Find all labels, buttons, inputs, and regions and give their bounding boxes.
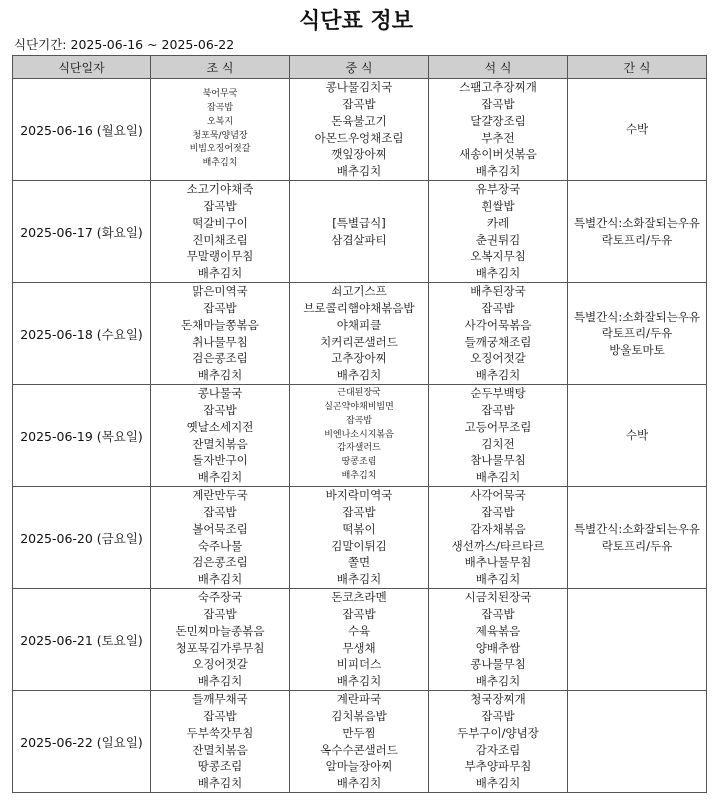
menu-item: 잡곡밥: [481, 97, 515, 112]
date-cell: 2025-06-21 (토요일): [13, 589, 151, 691]
menu-item: 알마늘장아찌: [325, 759, 393, 774]
menu-item: 잡곡밥: [345, 415, 373, 426]
breakfast-cell: [151, 691, 290, 793]
menu-item: 배추김치: [197, 265, 243, 280]
menu-item: 돌자반구이: [192, 453, 248, 468]
menu-item: 오복지무침: [470, 249, 526, 264]
breakfast-cell: [151, 487, 290, 589]
menu-item: 오징어젓갈: [192, 657, 248, 672]
date-cell: 2025-06-20 (금요일): [13, 487, 151, 589]
menu-item: 배추김치: [475, 571, 521, 586]
menu-item: 검은콩조림: [192, 555, 248, 570]
menu-item: 배추김치: [197, 367, 243, 382]
menu-item: 배추김치: [475, 163, 521, 178]
menu-item: 고등어무조림: [464, 419, 532, 434]
breakfast-cell: [151, 181, 290, 283]
menu-item: 야채피클: [336, 317, 382, 332]
snack-cell: [568, 385, 707, 487]
menu-item: 잡곡밥: [203, 403, 237, 418]
menu-item: 감자샐러드: [337, 443, 381, 454]
lunch-cell: [290, 589, 429, 691]
menu-item: 배추나물무침: [464, 555, 532, 570]
dinner-cell: [429, 691, 568, 793]
menu-item: 배추김치: [475, 469, 521, 484]
menu-item: 콩나물무침: [470, 657, 526, 672]
menu-item: 생선까스/타르타르: [451, 538, 545, 553]
menu-item: 잡곡밥: [481, 505, 515, 520]
menu-item: 무말랭이무침: [186, 249, 254, 264]
snack-cell: [568, 691, 707, 793]
menu-item: 흰쌀밥: [481, 199, 515, 214]
date-cell: 2025-06-17 (화요일): [13, 181, 151, 283]
lunch-cell: [290, 691, 429, 793]
menu-item: 락토프리/두유: [601, 326, 673, 341]
menu-item: 깻잎장아찌: [331, 147, 387, 162]
menu-item: 카레: [486, 215, 510, 230]
breakfast-cell: [151, 283, 290, 385]
menu-item: 무생채: [342, 640, 376, 655]
menu-item: 잡곡밥: [203, 301, 237, 316]
menu-item: 배추김치: [336, 571, 382, 586]
snack-cell: [568, 79, 707, 181]
menu-item: 배추김치: [341, 470, 377, 481]
menu-item: 취나물무침: [192, 334, 248, 349]
menu-item: 특별간식:소화잘되는우유: [573, 216, 701, 230]
menu-item: 잡곡밥: [481, 403, 515, 418]
menu-item: 청포묵/양념장: [192, 130, 248, 141]
lunch-cell: [290, 487, 429, 589]
menu-item: 배추된장국: [470, 284, 526, 299]
menu-item: 달걀장조림: [470, 113, 526, 128]
meal-table: [12, 55, 707, 793]
header-date: 식단일자: [13, 56, 151, 79]
menu-item: 락토프리/두유: [601, 232, 673, 247]
menu-item: 감자채볶음: [470, 521, 526, 536]
menu-item: [특별급식]: [332, 215, 386, 230]
menu-item: 스팸고추장찌개: [459, 80, 537, 95]
menu-item: 배추김치: [336, 163, 382, 178]
menu-item: 청국장찌개: [470, 692, 526, 707]
menu-item: 배추김치: [475, 367, 521, 382]
menu-item: 김치전: [481, 436, 515, 451]
menu-item: 부추양파무침: [464, 759, 532, 774]
menu-item: 땅콩조림: [341, 457, 377, 468]
dinner-cell: [429, 79, 568, 181]
menu-item: 방울토마토: [609, 342, 665, 357]
menu-item: 아몬드우엉채조림: [314, 130, 404, 145]
menu-item: 배추김치: [336, 673, 382, 688]
header-snack: 간 식: [568, 56, 707, 79]
lunch-cell: [290, 385, 429, 487]
menu-item: 감자조림: [475, 742, 521, 757]
menu-item: 두부쑥갓무침: [186, 725, 254, 740]
dinner-cell: [429, 385, 568, 487]
menu-item: 근대된장국: [337, 388, 381, 399]
menu-item: 떡갈비구이: [192, 215, 248, 230]
menu-item: 특별간식:소화잘되는우유: [573, 309, 701, 324]
menu-item: 고추장아찌: [331, 351, 387, 366]
menu-item: 비빔오징어젓갈: [189, 144, 251, 155]
menu-item: 참나물무침: [470, 453, 526, 468]
menu-item: 잡곡밥: [342, 607, 376, 622]
menu-item: 청포묵김가루무침: [175, 640, 265, 655]
menu-item: 숙주나물: [197, 538, 243, 553]
menu-item: 잡곡밥: [203, 709, 237, 724]
breakfast-cell: [151, 79, 290, 181]
menu-item: 숙주장국: [197, 590, 243, 605]
menu-item: 잔멸치볶음: [192, 742, 248, 757]
menu-item: 쫄면: [347, 555, 371, 570]
menu-item: 배추김치: [197, 571, 243, 586]
snack-cell: [568, 283, 707, 385]
menu-item: 북어무국: [202, 89, 238, 100]
menu-item: 실곤약야채비빔면: [324, 402, 394, 412]
menu-item: 배추김치: [336, 775, 382, 790]
lunch-cell: [290, 283, 429, 385]
menu-item: 잡곡밥: [481, 301, 515, 316]
menu-item: 비피더스: [336, 657, 382, 672]
dinner-cell: [429, 181, 568, 283]
dinner-cell: [429, 589, 568, 691]
meal-period: 식단기간: 2025-06-16 ~ 2025-06-22: [14, 37, 235, 52]
table-row: [13, 283, 707, 385]
menu-item: 수박: [625, 122, 649, 137]
menu-item: 특별간식:소화잘되는우유: [573, 522, 701, 536]
menu-item: 들깨무채국: [192, 692, 248, 707]
breakfast-cell: [151, 589, 290, 691]
menu-item: 볼어묵조림: [192, 521, 248, 536]
menu-item: 수박: [625, 428, 649, 443]
menu-item: 브로콜리햄야채볶음밥: [303, 301, 415, 316]
menu-item: 잡곡밥: [203, 607, 237, 622]
menu-item: 시금치된장국: [464, 590, 532, 605]
header-dinner: 석 식: [429, 56, 568, 79]
menu-item: 김치볶음밥: [331, 709, 387, 724]
lunch-cell: [290, 181, 429, 283]
menu-item: 양배추쌈: [475, 640, 521, 655]
menu-item: 순두부백탕: [470, 386, 526, 401]
menu-item: 김말이튀김: [331, 538, 387, 553]
menu-item: 소고기야채죽: [186, 182, 254, 197]
table-row: [13, 691, 707, 793]
menu-item: 잡곡밥: [481, 709, 515, 724]
menu-item: 계란파국: [336, 692, 382, 707]
menu-item: 배추김치: [475, 673, 521, 688]
menu-item: 새송이버섯볶음: [459, 147, 537, 162]
table-row: [13, 589, 707, 691]
menu-item: 계란만두국: [192, 488, 248, 503]
menu-item: 배추김치: [197, 469, 243, 484]
menu-item: 잡곡밥: [342, 505, 376, 520]
date-cell: 2025-06-22 (일요일): [13, 691, 151, 793]
menu-item: 땅콩조림: [197, 759, 243, 774]
menu-item: 잡곡밥: [203, 199, 237, 214]
menu-item: 잡곡밥: [481, 607, 515, 622]
menu-item: 락토프리/두유: [601, 538, 673, 553]
menu-item: 떡볶이: [342, 521, 376, 536]
table-row: [13, 385, 707, 487]
snack-cell: [568, 589, 707, 691]
header-lunch: 중 식: [290, 56, 429, 79]
menu-item: 춘권튀김: [475, 232, 521, 247]
menu-item: 배추김치: [197, 673, 243, 688]
table-row: [13, 79, 707, 181]
menu-item: 돈채마늘쫑볶음: [181, 317, 259, 332]
menu-item: 오징어젓갈: [470, 351, 526, 366]
menu-item: 제육볶음: [475, 623, 521, 638]
header-breakfast: 조 식: [151, 56, 290, 79]
page-title: 식단표 정보: [299, 9, 413, 34]
table-row: [13, 181, 707, 283]
menu-item: 옥수수콘샐러드: [320, 742, 398, 757]
menu-item: 맑은미역국: [192, 284, 248, 299]
menu-item: 돈민찌마늘종볶음: [175, 623, 265, 638]
menu-item: 배추김치: [475, 775, 521, 790]
menu-item: 비엔나소시지볶음: [324, 429, 394, 440]
lunch-cell: [290, 79, 429, 181]
menu-item: 쇠고기스프: [331, 284, 387, 299]
menu-item: 콩나물국: [197, 386, 243, 401]
menu-item: 콩나물김치국: [325, 80, 393, 95]
dinner-cell: [429, 283, 568, 385]
table-header-row: [13, 56, 707, 79]
date-cell: 2025-06-19 (목요일): [13, 385, 151, 487]
menu-item: 들깨궁채조림: [464, 334, 532, 349]
menu-item: 사각어묵볶음: [464, 317, 532, 332]
menu-item: 배추김치: [336, 367, 382, 382]
menu-item: 삼겹살파티: [331, 232, 387, 247]
menu-item: 사각어묵국: [470, 488, 526, 503]
date-cell: 2025-06-18 (수요일): [13, 283, 151, 385]
dinner-cell: [429, 487, 568, 589]
menu-item: 잡곡밥: [342, 97, 376, 112]
menu-item: 수육: [347, 623, 371, 638]
menu-item: 옛날소세지전: [186, 419, 254, 434]
date-cell: 2025-06-16 (월요일): [13, 79, 151, 181]
snack-cell: [568, 487, 707, 589]
menu-item: 부추전: [481, 130, 515, 145]
menu-item: 잡곡밥: [203, 505, 237, 520]
snack-cell: [568, 181, 707, 283]
menu-item: 두부구이/양념장: [457, 725, 539, 740]
table-row: [13, 487, 707, 589]
breakfast-cell: [151, 385, 290, 487]
menu-item: 잔멸치볶음: [192, 436, 248, 451]
menu-item: 배추김치: [197, 775, 243, 790]
menu-item: 진미채조림: [192, 232, 248, 247]
menu-item: 배추김치: [202, 158, 238, 169]
menu-item: 검은콩조림: [192, 351, 248, 366]
menu-item: 오복지: [206, 116, 234, 127]
menu-item: 만두찜: [342, 725, 376, 740]
menu-item: 돈코츠라멘: [331, 590, 387, 605]
menu-item: 치커리콘샐러드: [320, 334, 398, 349]
menu-item: 잡곡밥: [206, 102, 234, 113]
menu-item: 배추김치: [475, 265, 521, 280]
menu-item: 바지락미역국: [325, 488, 393, 503]
menu-item: 돈육불고기: [331, 113, 387, 128]
menu-item: 유부장국: [475, 182, 521, 197]
